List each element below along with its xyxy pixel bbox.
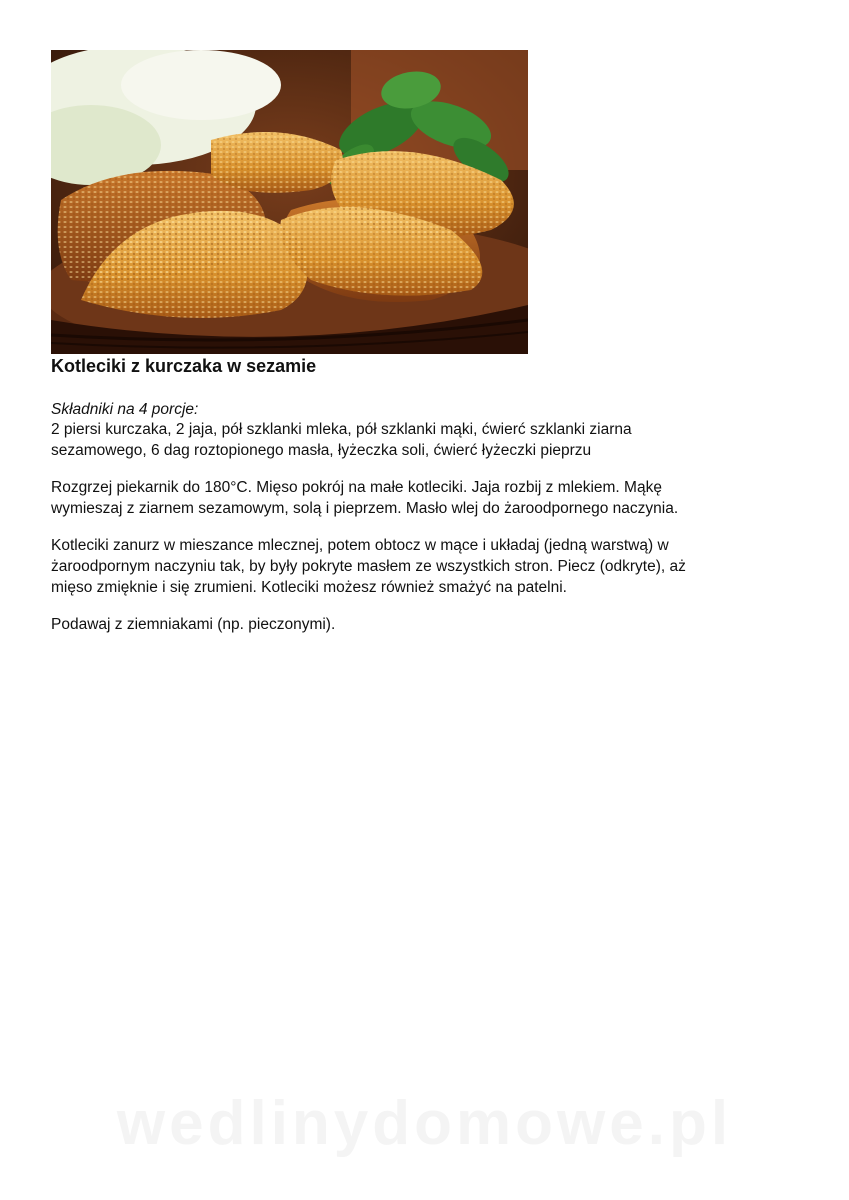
instructions-line: żaroodpornym naczyniu tak, by były pokryte masłem ze wszystkich stron. Piecz (odkryte), aż bbox=[51, 558, 686, 575]
ingredients-line: 2 piersi kurczaka, 2 jaja, pół szklanki mleka, pół szklanki mąki, ćwierć szklanki ziarna bbox=[51, 421, 632, 438]
recipe-title: Kotleciki z kurczaka w sezamie bbox=[51, 356, 317, 376]
instructions-line: Kotleciki zanurz w mieszance mlecznej, potem obtocz w mące i układaj (jedną warstwą) w bbox=[51, 537, 669, 554]
instructions-line: mięso zmięknie i się zrumieni. Kotleciki możesz również smażyć na patelni. bbox=[51, 579, 567, 596]
recipe-photo bbox=[51, 50, 528, 354]
serving-suggestion: Podawaj z ziemniakami (np. pieczonymi). bbox=[51, 616, 336, 633]
ingredients-line: sezamowego, 6 dag roztopionego masła, łyżeczka soli, ćwierć łyżeczki pieprzu bbox=[51, 442, 592, 459]
watermark: wedlinydomowe.pl bbox=[116, 1089, 733, 1158]
ingredients-label: Składniki na 4 porcje: bbox=[51, 401, 199, 418]
instructions-line: Rozgrzej piekarnik do 180°C. Mięso pokrój na małe kotleciki. Jaja rozbij z mlekiem. Mąkę bbox=[51, 479, 662, 496]
instructions-line: wymieszaj z ziarnem sezamowym, solą i pieprzem. Masło wlej do żaroodpornego naczynia. bbox=[51, 500, 679, 517]
